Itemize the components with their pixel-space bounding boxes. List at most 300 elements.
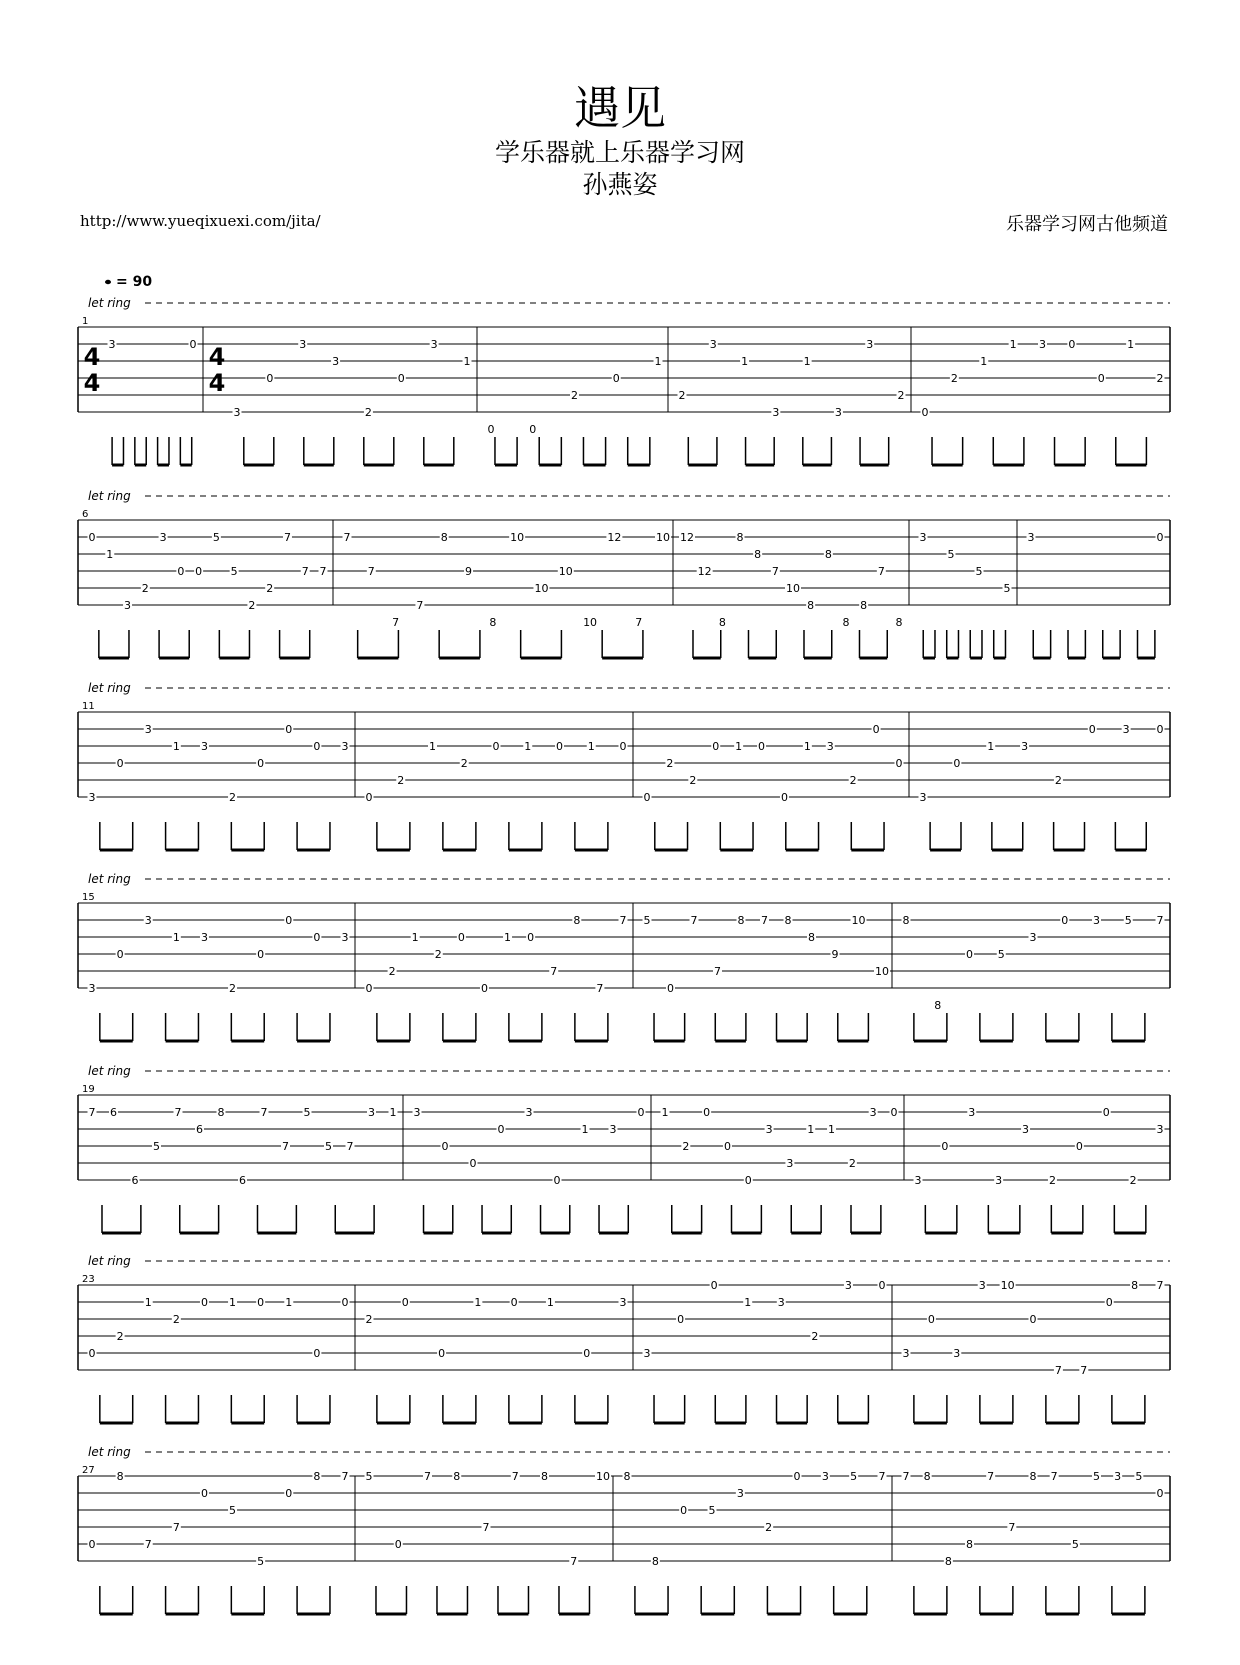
measure-number: 19 — [82, 1084, 95, 1095]
let-ring-label: let ring — [88, 872, 131, 886]
fret-number: 10 — [851, 914, 866, 927]
fret-number: 7 — [619, 914, 627, 927]
fret-number: 10 — [656, 531, 670, 544]
fret-number: 1 — [980, 355, 988, 368]
fret-number: 0 — [1156, 531, 1164, 544]
fret-number: 8 — [489, 616, 497, 629]
time-signature-top: 4 — [208, 343, 226, 371]
site-subtitle: 学乐器就上乐器学习网 — [494, 138, 745, 167]
fret-number: 9 — [465, 565, 473, 578]
fret-number: 3 — [1114, 1470, 1122, 1483]
fret-number: 7 — [88, 1106, 96, 1119]
fret-number: 3 — [159, 531, 167, 544]
let-ring-label: let ring — [88, 1445, 131, 1459]
fret-number: 3 — [430, 338, 438, 351]
fret-number: 3 — [299, 338, 307, 351]
fret-number: 7 — [144, 1538, 152, 1551]
fret-number: 1 — [735, 740, 743, 753]
fret-number: 5 — [365, 1470, 373, 1483]
fret-number: 3 — [844, 1279, 852, 1292]
fret-number: 8 — [737, 914, 745, 927]
fret-number: 0 — [556, 740, 563, 753]
fret-number: 0 — [1102, 1106, 1110, 1119]
fret-number: 0 — [1029, 1313, 1037, 1326]
fret-number: 2 — [678, 389, 686, 402]
fret-number: 0 — [257, 757, 265, 770]
fret-number: 2 — [1048, 1174, 1056, 1187]
fret-number: 5 — [230, 565, 238, 578]
fret-number: 0 — [612, 372, 620, 385]
fret-number: 7 — [283, 531, 291, 544]
fret-number: 6 — [239, 1174, 246, 1187]
fret-number: 5 — [212, 531, 220, 544]
fret-number: 3 — [200, 740, 208, 753]
fret-number: 7 — [1080, 1364, 1088, 1377]
fret-number: 3 — [1021, 740, 1029, 753]
fret-number: 3 — [332, 355, 340, 368]
fret-number: 10 — [596, 1470, 610, 1483]
fret-number: 3 — [1029, 931, 1037, 944]
fret-number: 0 — [703, 1106, 711, 1119]
fret-number: 2 — [950, 372, 958, 385]
measure-number: 11 — [82, 701, 95, 712]
fret-number: 0 — [1075, 1140, 1083, 1153]
fret-number: 5 — [325, 1140, 332, 1153]
fret-number: 7 — [424, 1470, 431, 1483]
fret-number: 3 — [200, 931, 208, 944]
fret-number: 1 — [803, 355, 811, 368]
fret-number: 7 — [877, 565, 885, 578]
fret-number: 8 — [217, 1106, 225, 1119]
measure-number: 6 — [82, 509, 89, 520]
fret-number: 0 — [872, 723, 880, 736]
fret-number: 8 — [807, 599, 815, 612]
fret-number: 0 — [257, 948, 265, 961]
fret-number: 10 — [510, 531, 525, 544]
fret-number: 0 — [941, 1140, 949, 1153]
fret-number: 8 — [541, 1470, 548, 1483]
fret-number: 8 — [573, 914, 581, 927]
fret-number: 7 — [343, 531, 351, 544]
staff-system — [78, 1445, 1170, 1614]
fret-number: 5 — [1135, 1470, 1143, 1483]
fret-number: 6 — [131, 1174, 139, 1187]
fret-number: 5 — [1093, 1470, 1100, 1483]
fret-number: 3 — [919, 531, 927, 544]
fret-number: 0 — [189, 338, 197, 351]
fret-number: 8 — [842, 616, 850, 629]
fret-number: 0 — [116, 948, 124, 961]
fret-number: 5 — [1071, 1538, 1079, 1551]
fret-number: 8 — [808, 931, 815, 944]
fret-number: 6 — [110, 1106, 117, 1119]
fret-number: 7 — [714, 965, 721, 978]
fret-number: 0 — [1105, 1296, 1113, 1309]
fret-number: 7 — [596, 982, 604, 995]
fret-number: 1 — [144, 1296, 152, 1309]
site-url[interactable]: http://www.yueqixuexi.com/jita/ — [80, 212, 321, 230]
fret-number: 0 — [1061, 914, 1069, 927]
fret-number: 10 — [1000, 1279, 1015, 1292]
fret-number: 5 — [850, 1470, 858, 1483]
fret-number: 1 — [661, 1106, 669, 1119]
fret-number: 2 — [1054, 774, 1062, 787]
fret-number: 8 — [453, 1470, 461, 1483]
channel-label: 乐器学习网古他频道 — [1006, 214, 1168, 235]
fret-number: 2 — [811, 1330, 819, 1343]
fret-number: 0 — [200, 1487, 208, 1500]
fret-number: 10 — [583, 616, 598, 629]
fret-number: 3 — [1122, 723, 1130, 736]
fret-number: 1 — [429, 740, 436, 753]
fret-number: 3 — [341, 931, 349, 944]
fret-number: 3 — [765, 1123, 773, 1136]
fret-number: 1 — [106, 548, 114, 561]
fret-number: 1 — [744, 1296, 752, 1309]
fret-number: 0 — [712, 740, 720, 753]
fret-number: 2 — [364, 406, 372, 419]
fret-number: 0 — [619, 740, 627, 753]
fret-number: 3 — [914, 1174, 922, 1187]
fret-number: 0 — [200, 1296, 208, 1309]
fret-number: 2 — [689, 774, 697, 787]
fret-number: 7 — [761, 914, 768, 927]
fret-number: 10 — [786, 582, 800, 595]
fret-number: 7 — [1050, 1470, 1058, 1483]
fret-number: 2 — [266, 582, 274, 595]
fret-number: 0 — [457, 931, 465, 944]
let-ring-label: let ring — [88, 296, 131, 310]
fret-number: 0 — [394, 1538, 402, 1551]
fret-number: 7 — [319, 565, 327, 578]
fret-number: 0 — [529, 423, 537, 436]
fret-number: 0 — [677, 1313, 685, 1326]
time-signature-bottom: 4 — [208, 369, 226, 397]
fret-number: 0 — [921, 406, 929, 419]
song-title: 遇见 — [574, 81, 666, 135]
fret-number: 7 — [570, 1555, 578, 1568]
fret-number: 0 — [88, 1347, 96, 1360]
fret-number: 0 — [266, 372, 274, 385]
fret-number: 1 — [229, 1296, 237, 1309]
fret-number: 1 — [474, 1296, 482, 1309]
fret-number: 7 — [482, 1521, 490, 1534]
fret-number: 3 — [1027, 531, 1035, 544]
fret-number: 0 — [927, 1313, 935, 1326]
fret-number: 7 — [635, 616, 643, 629]
fret-number: 0 — [793, 1470, 801, 1483]
fret-number: 2 — [682, 1140, 690, 1153]
fret-number: 3 — [88, 791, 96, 804]
fret-number: 0 — [510, 1296, 518, 1309]
fret-number: 0 — [88, 1538, 96, 1551]
fret-number: 3 — [1156, 1123, 1164, 1136]
measure-number: 23 — [82, 1274, 95, 1285]
staff-system — [78, 681, 1170, 850]
fret-number: 0 — [285, 723, 293, 736]
let-ring-label: let ring — [88, 681, 131, 695]
fret-number: 5 — [708, 1504, 716, 1517]
fret-number: 7 — [282, 1140, 289, 1153]
fret-number: 7 — [1054, 1364, 1062, 1377]
time-signature-top: 4 — [83, 343, 101, 371]
fret-number: 7 — [174, 1106, 182, 1119]
fret-number: 9 — [831, 948, 839, 961]
fret-number: 0 — [497, 1123, 505, 1136]
fret-number: 2 — [116, 1330, 124, 1343]
staff-system — [78, 489, 1170, 658]
fret-number: 8 — [944, 1555, 952, 1568]
fret-number: 8 — [923, 1470, 931, 1483]
fret-number: 7 — [987, 1470, 995, 1483]
time-signature-bottom: 4 — [83, 369, 101, 397]
fret-number: 3 — [368, 1106, 375, 1119]
fret-number: 0 — [88, 531, 96, 544]
fret-number: 2 — [229, 791, 237, 804]
fret-number: 0 — [285, 914, 293, 927]
fret-number: 7 — [511, 1470, 519, 1483]
fret-number: 0 — [780, 791, 788, 804]
fret-number: 3 — [108, 338, 116, 351]
fret-number: 7 — [1156, 914, 1164, 927]
fret-number: 10 — [875, 965, 889, 978]
fret-number: 7 — [550, 965, 558, 978]
measure-number: 15 — [82, 892, 95, 903]
fret-number: 0 — [527, 931, 535, 944]
staff-system — [78, 1064, 1170, 1233]
fret-number: 1 — [828, 1123, 836, 1136]
fret-number: 2 — [388, 965, 396, 978]
fret-number: 7 — [771, 565, 779, 578]
fret-number: 3 — [88, 982, 96, 995]
fret-number: 5 — [257, 1555, 265, 1568]
fret-number: 3 — [643, 1347, 651, 1360]
fret-number: 3 — [953, 1347, 961, 1360]
fret-number: 1 — [987, 740, 995, 753]
fret-number: 3 — [233, 406, 241, 419]
fret-number: 3 — [777, 1296, 785, 1309]
fret-number: 3 — [919, 791, 927, 804]
fret-number: 2 — [141, 582, 149, 595]
fret-number: 1 — [741, 355, 749, 368]
fret-number: 8 — [736, 531, 744, 544]
fret-number: 5 — [303, 1106, 311, 1119]
fret-number: 0 — [744, 1174, 752, 1187]
fret-number: 0 — [680, 1504, 688, 1517]
fret-number: 7 — [878, 1470, 886, 1483]
fret-number: 0 — [365, 982, 373, 995]
fret-number: 0 — [313, 931, 321, 944]
fret-number: 5 — [947, 548, 955, 561]
fret-number: 8 — [902, 914, 910, 927]
fret-number: 5 — [1124, 914, 1132, 927]
fret-number: 1 — [389, 1106, 397, 1119]
fret-number: 0 — [487, 423, 495, 436]
fret-number: 2 — [248, 599, 256, 612]
fret-number: 8 — [116, 1470, 124, 1483]
fret-number: 0 — [878, 1279, 886, 1292]
fret-number: 3 — [1093, 914, 1100, 927]
fret-number: 0 — [341, 1296, 349, 1309]
fret-number: 5 — [153, 1140, 160, 1153]
fret-number: 0 — [583, 1347, 591, 1360]
fret-number: 0 — [492, 740, 500, 753]
fret-number: 3 — [609, 1123, 617, 1136]
let-ring-label: let ring — [88, 489, 131, 503]
fret-number: 0 — [1068, 338, 1076, 351]
fret-number: 1 — [172, 931, 180, 944]
fret-number: 1 — [411, 931, 419, 944]
fret-number: 7 — [301, 565, 309, 578]
fret-number: 1 — [504, 931, 512, 944]
fret-number: 3 — [525, 1106, 533, 1119]
fret-number: 1 — [524, 740, 532, 753]
fret-number: 0 — [313, 740, 321, 753]
fret-number: 3 — [821, 1470, 829, 1483]
fret-number: 0 — [553, 1174, 561, 1187]
fret-number: 0 — [1088, 723, 1096, 736]
staff-system — [78, 296, 1170, 465]
fret-number: 12 — [680, 531, 694, 544]
fret-number: 0 — [758, 740, 766, 753]
measure-number: 1 — [82, 316, 89, 327]
fret-number: 3 — [786, 1157, 794, 1170]
fret-number: 1 — [807, 1123, 815, 1136]
fret-number: 3 — [1022, 1123, 1030, 1136]
fret-number: 12 — [697, 565, 712, 578]
fret-number: 0 — [723, 1140, 731, 1153]
staff-system — [78, 1254, 1170, 1423]
fret-number: 2 — [172, 1313, 180, 1326]
fret-number: 5 — [997, 948, 1005, 961]
fret-number: 7 — [1156, 1279, 1164, 1292]
fret-number: 3 — [736, 1487, 744, 1500]
fret-number: 0 — [441, 1140, 449, 1153]
fret-number: 0 — [116, 757, 124, 770]
fret-number: 7 — [367, 565, 375, 578]
fret-number: 2 — [1156, 372, 1164, 385]
fret-number: 1 — [803, 740, 811, 753]
fret-number: 7 — [392, 616, 400, 629]
fret-number: 2 — [849, 774, 857, 787]
fret-number: 0 — [257, 1296, 265, 1309]
fret-number: 5 — [643, 914, 651, 927]
fret-number: 1 — [654, 355, 662, 368]
tempo-note-icon — [105, 280, 111, 284]
fret-number: 0 — [710, 1279, 718, 1292]
fret-number: 3 — [1039, 338, 1046, 351]
fret-number: 0 — [890, 1106, 898, 1119]
fret-number: 5 — [1003, 582, 1011, 595]
fret-number: 8 — [824, 548, 832, 561]
fret-number: 0 — [643, 791, 651, 804]
fret-number: 3 — [413, 1106, 421, 1119]
fret-number: 7 — [172, 1521, 180, 1534]
measure-number: 27 — [82, 1465, 95, 1476]
fret-number: 5 — [975, 565, 983, 578]
fret-number: 12 — [607, 531, 622, 544]
fret-number: 3 — [902, 1347, 910, 1360]
fret-number: 0 — [438, 1347, 446, 1360]
staff-system — [78, 872, 1170, 1041]
fret-number: 2 — [848, 1157, 856, 1170]
let-ring-label: let ring — [88, 1064, 131, 1078]
fret-number: 7 — [416, 599, 424, 612]
fret-number: 1 — [546, 1296, 554, 1309]
fret-number: 1 — [285, 1296, 293, 1309]
fret-number: 8 — [313, 1470, 321, 1483]
fret-number: 3 — [619, 1296, 627, 1309]
fret-number: 0 — [667, 982, 674, 995]
fret-number: 8 — [966, 1538, 973, 1551]
fret-number: 8 — [784, 914, 792, 927]
fret-number: 3 — [995, 1174, 1003, 1187]
fret-number: 0 — [195, 565, 203, 578]
fret-number: 2 — [434, 948, 442, 961]
fret-number: 8 — [440, 531, 448, 544]
fret-number: 2 — [666, 757, 674, 770]
fret-number: 1 — [587, 740, 595, 753]
fret-number: 6 — [196, 1123, 203, 1136]
fret-number: 0 — [401, 1296, 409, 1309]
fret-number: 3 — [772, 406, 780, 419]
fret-number: 7 — [341, 1470, 349, 1483]
fret-number: 3 — [834, 406, 842, 419]
fret-number: 1 — [1009, 338, 1017, 351]
fret-number: 10 — [534, 582, 549, 595]
fret-number: 0 — [966, 948, 973, 961]
artist-name: 孙燕姿 — [582, 170, 658, 199]
fret-number: 1 — [172, 740, 180, 753]
fret-number: 2 — [365, 1313, 373, 1326]
fret-number: 7 — [260, 1106, 268, 1119]
fret-number: 7 — [902, 1470, 910, 1483]
fret-number: 2 — [229, 982, 237, 995]
fret-number: 8 — [895, 616, 903, 629]
tempo-marking: = 90 — [116, 274, 153, 290]
fret-number: 0 — [953, 757, 961, 770]
fret-number: 8 — [1029, 1470, 1037, 1483]
fret-number: 8 — [651, 1555, 659, 1568]
fret-number: 8 — [754, 548, 762, 561]
fret-number: 1 — [581, 1123, 589, 1136]
fret-number: 0 — [895, 757, 903, 770]
fret-number: 7 — [1008, 1521, 1016, 1534]
fret-number: 0 — [1156, 723, 1164, 736]
fret-number: 3 — [709, 338, 717, 351]
fret-number: 10 — [558, 565, 573, 578]
fret-number: 3 — [124, 599, 132, 612]
fret-number: 3 — [866, 338, 874, 351]
fret-number: 8 — [1131, 1279, 1139, 1292]
fret-number: 1 — [1127, 338, 1135, 351]
fret-number: 3 — [978, 1279, 986, 1292]
fret-number: 3 — [341, 740, 349, 753]
fret-number: 0 — [365, 791, 373, 804]
fret-number: 8 — [718, 616, 726, 629]
fret-number: 0 — [177, 565, 185, 578]
fret-number: 3 — [968, 1106, 976, 1119]
fret-number: 1 — [463, 355, 471, 368]
fret-number: 2 — [897, 389, 905, 402]
fret-number: 2 — [571, 389, 578, 402]
fret-number: 2 — [460, 757, 468, 770]
fret-number: 2 — [397, 774, 405, 787]
fret-number: 0 — [637, 1106, 645, 1119]
fret-number: 3 — [869, 1106, 877, 1119]
fret-number: 2 — [765, 1521, 773, 1534]
fret-number: 2 — [1129, 1174, 1137, 1187]
